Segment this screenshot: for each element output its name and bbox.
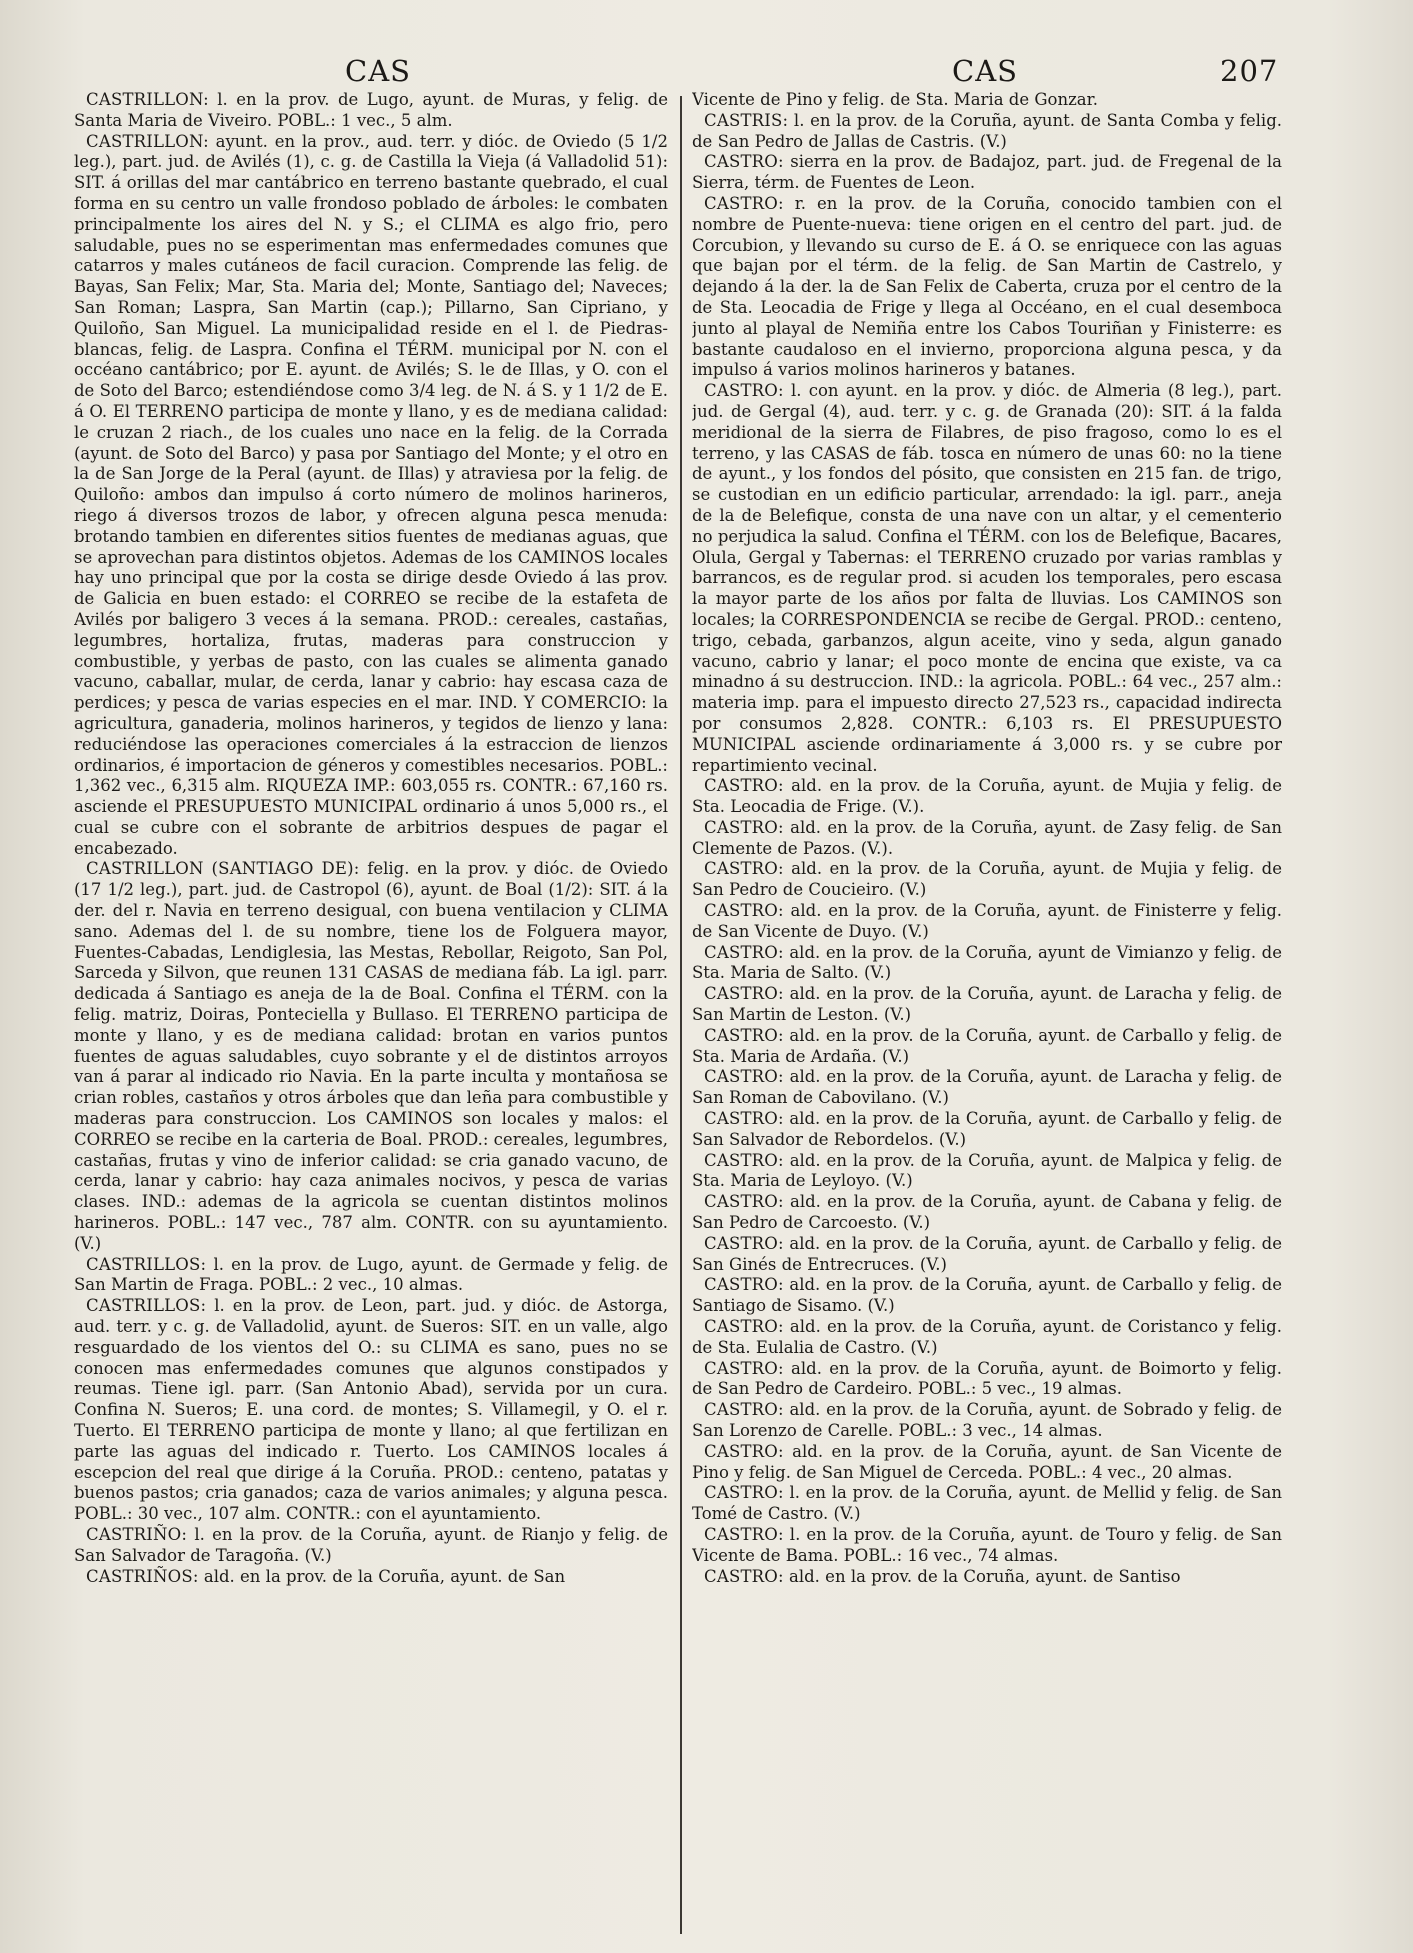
entry-text: ald. en la prov. de la Coruña, ayunt de Vimianzo y felig. de Sta. Maria de Salto. (V.) <box>692 942 1282 983</box>
dictionary-entry <box>692 1483 1282 1525</box>
entry-text: ald. en la prov. de la Coruña, ayunt. de Boimorto y felig. de San Pedro de Cardeiro. POBL.: 5 vec., 19 almas. <box>692 1358 1282 1399</box>
entry-headword: CASTRILLOS: <box>86 1254 207 1274</box>
entry-text: ald. en la prov. de la Coruña, ayunt. de Mujia y felig. de San Pedro de Coucieiro. (V.) <box>692 859 1282 900</box>
entry-text: ald. en la prov. de la Coruña, ayunt. de Santiso <box>783 1566 1181 1586</box>
entry-headword: CASTRO: <box>704 1483 784 1503</box>
entry-headword: CASTRO: <box>704 1317 784 1337</box>
entry-headword: CASTRO: <box>704 1025 784 1045</box>
entry-headword: CASTRO: <box>704 1150 784 1170</box>
entry-text: ald. en la prov. de la Coruña, ayunt. de Malpica y felig. de Sta. Maria de Leyloyo. (V.) <box>692 1150 1282 1191</box>
entry-headword: CASTRO: <box>704 817 784 837</box>
dictionary-entry <box>692 901 1282 943</box>
page-number: 207 <box>1220 54 1279 88</box>
entry-text: ald. en la prov. de la Coruña, ayunt. de Finisterre y felig. de San Vicente de Duyo. (V.) <box>692 901 1282 941</box>
dictionary-entry <box>692 1525 1282 1567</box>
dictionary-entry <box>74 1255 668 1297</box>
running-head-left: CAS <box>345 54 411 88</box>
entry-headword: CASTRO: <box>704 381 784 401</box>
entry-headword: CASTRILLON: <box>86 90 209 109</box>
dictionary-entry <box>74 90 668 132</box>
dictionary-entry <box>74 132 668 860</box>
entry-text: l. en la prov. de Lugo, ayunt. de Muras, y felig. de Santa Maria de Viveiro. POBL.: 1 vec., 5 alm. <box>74 90 668 130</box>
entry-headword: CASTRO: <box>704 193 784 213</box>
entry-text: ald. en la prov. de la Coruña, ayunt. de Laracha y felig. de San Martin de Leston. (V.) <box>692 984 1282 1025</box>
entry-text: ald. en la prov. de la Coruña, ayunt. de Carballo y felig. de Sta. Maria de Ardaña. (V.) <box>692 1025 1282 1066</box>
entry-headword: CASTRO: <box>704 1275 784 1295</box>
dictionary-entry <box>692 1026 1282 1068</box>
dictionary-entry <box>692 1151 1282 1193</box>
entry-text: ald. en la prov. de la Coruña, ayunt. de San Vicente de Pino y felig. de San Miguel de Cerceda. POBL.: 4 vec., 20 almas. <box>692 1441 1282 1482</box>
entry-text: ald. en la prov. de la Coruña, ayunt. de Mujia y felig. de Sta. Leocadia de Frige. (V.). <box>692 776 1282 817</box>
entry-headword: CASTRIÑOS: <box>86 1566 199 1586</box>
entry-headword: CASTRO: <box>704 859 784 879</box>
entry-text: ald. en la prov. de la Coruña, ayunt. de San <box>198 1566 566 1586</box>
entry-text: l. con ayunt. en la prov. y dióc. de Almeria (8 leg.), part. jud. de Gergal (4), aud. terr. y c. g. de Granada (20): SIT. á la falda meridional de la sierra de Filabres, de piso fragoso, como lo es el terreno, y las CASAS de fáb. tosca en número de unas 60: no la tiene de ayunt., y los fondos del pósito, que consisten en 215 fan. de trigo, se custodian en un edificio particular, arrendado: la igl. parr., aneja de la de Belefique, consta de una nave con un altar, y el cementerio no perjudica la salud. Confina el TÉRM. con los de Belefique, Bacares, Olula, Gergal y Tabernas: el TERRENO cruzado por varias ramblas y barrancos, es de regular prod. si acuden los temporales, pero escasa la mayor parte de los años por falta de lluvias. Los CAMINOS son locales; la CORRESPONDENCIA se recibe de Gergal. PROD.: centeno, trigo, cebada, garbanzos, algun aceite, vino y seda, algun ganado vacuno, cabrio y lanar; el poco monte de encina que existe, va ca minadno á su destruccion. IND.: la agricola. POBL.: 64 vec., 257 alm.: materia imp. para el impuesto directo 27,523 rs., capacidad indirecta por consumos 2,828. CONTR.: 6,103 rs. El PRESUPUESTO MUNICIPAL asciende ordinariamente á 3,000 rs. y se cubre por repartimiento vecinal. <box>692 381 1282 775</box>
entry-text: r. en la prov. de la Coruña, conocido tambien con el nombre de Puente-nueva: tiene origen en el centro del part. jud. de Corcubion, y llevando su curso de E. á O. se enriquece con las aguas que bajan por el térm. de la felig. de San Martin de Castrelo, y dejando á la der. la de San Felix de Caberta, cruza por el centro de la de Sta. Leocadia de Frige y llega al Occéano, en el cual desemboca junto al playal de Nemiña entre los Cabos Touriñan y Finisterre: es bastante caudaloso en el invierno, proporciona alguna pesca, y da impulso á varios molinos harineros y batanes. <box>692 193 1282 380</box>
entry-text: l. en la prov. de la Coruña, ayunt. de Touro y felig. de San Vicente de Bama. POBL.: 16 vec., 74 almas. <box>692 1524 1282 1565</box>
dictionary-entry <box>74 1296 668 1525</box>
entry-text: l. en la prov. de Lugo, ayunt. de Germade y felig. de San Martin de Fraga. POBL.: 2 vec., 10 almas. <box>74 1254 668 1295</box>
entry-text: ald. en la prov. de la Coruña, ayunt. de Carballo y felig. de San Ginés de Entrecruces. (V.) <box>692 1233 1282 1274</box>
entry-text: ald. en la prov. de la Coruña, ayunt. de Zasy felig. de San Clemente de Pazos. (V.). <box>692 817 1282 858</box>
dictionary-entry <box>692 943 1282 985</box>
entry-headword: CASTRO: <box>704 1566 784 1586</box>
entry-text: l. en la prov. de la Coruña, ayunt. de Mellid y felig. de San Tomé de Castro. (V.) <box>692 1483 1282 1524</box>
entry-headword: CASTRO: <box>704 1441 784 1461</box>
entry-headword: CASTRO: <box>704 942 784 962</box>
dictionary-entry <box>692 1109 1282 1151</box>
dictionary-entry <box>692 152 1282 194</box>
entry-text: ald. en la prov. de la Coruña, ayunt. de Carballo y felig. de San Salvador de Rebordelos. (V.) <box>692 1109 1282 1149</box>
entry-headword: CASTRO: <box>704 1067 784 1087</box>
dictionary-entry <box>692 1275 1282 1317</box>
dictionary-entry <box>692 984 1282 1026</box>
entry-headword: CASTRO: <box>704 152 784 172</box>
entry-headword: CASTRO: <box>704 1192 784 1212</box>
entry-headword: CASTRO: <box>704 1400 784 1420</box>
entry-text: ayunt. en la prov., aud. terr. y dióc. de Oviedo (5 1/2 leg.), part. jud. de Avilés (1), c. g. de Castilla la Vieja (á Valladolid 51): SIT. á orillas del mar cantábrico en terreno bastante quebrado, el cual forma en su centro un valle frondoso poblado de árboles: le combaten principalmente los aires del N. y S.; el CLIMA es algo frio, pero saludable, pues no se esperimentan mas enfermedades comunes que catarros y males cutáneos de facil curacion. Comprende las felig. de Bayas, San Felix; Mar, Sta. Maria del; Monte, Santiago del; Naveces; San Roman; Laspra, San Martin (cap.); Pillarno, San Cipriano, y Quiloño, San Miguel. La municipalidad reside en el l. de Piedras-blancas, felig. de Laspra. Confina el TÉRM. municipal por N. con el occéano cantábrico; por E. ayunt. de Avilés; S. le de Illas, y O. con el de Soto del Barco; estendiéndose como 3/4 leg. de N. á S. y 1 1/2 de E. á O. El TERRENO participa de monte y llano, y es de mediana calidad: le cruzan 2 riach., de los cuales uno nace en la felig. de la Corrada (ayunt. de Soto del Barco) y pasa por Santiago del Monte; y el otro en la de San Jorge de la Peral (ayunt. de Illas) y atraviesa por la felig. de Quiloño: ambos dan impulso á corto número de molinos harineros, riego á diversos trozos de labor, y ofrecen alguna pesca menuda: brotando tambien en diferentes sitios fuentes de medianas aguas, que se aprovechan para distintos objetos. Ademas de los CAMINOS locales hay uno principal que por la costa se dirige desde Oviedo á las prov. de Galicia en buen estado: el CORREO se recibe de la estafeta de Avilés por baligero 3 veces á la semana. PROD.: cereales, castañas, legumbres, hortaliza, frutas, maderas para construccion y combustible, y yerbas de pasto, con las cuales se alimenta ganado vacuno, caballar, mular, de cerda, lanar y cabrio: hay escasa caza de perdices; y pesca de varias especies en el mar. IND. Y COMERCIO: la agricultura, ganaderia, molinos harineros, y tegidos de lienzo y lana: reduciéndose las operaciones comerciales á la estraccion de lienzos ordinarios, é importacion de géneros y comestibles necesarios. POBL.: 1,362 vec., 6,315 alm. RIQUEZA IMP.: 603,055 rs. CONTR.: 67,160 rs. asciende el PRESUPUESTO MUNICIPAL ordinario á unos 5,000 rs., el cual se cubre con el sobrante de arbitrios despues de pagar el encabezado. <box>74 131 668 858</box>
dictionary-entry <box>692 1192 1282 1234</box>
entry-text: ald. en la prov. de la Coruña, ayunt. de Carballo y felig. de Santiago de Sisamo. (V.) <box>692 1275 1282 1316</box>
entry-headword: CASTRO: <box>704 1109 784 1129</box>
entry-headword: CASTRO: <box>704 1524 784 1544</box>
entry-text: l. en la prov. de la Coruña, ayunt. de Rianjo y felig. de San Salvador de Taragoña. (V.) <box>74 1524 668 1565</box>
column-divider <box>680 96 682 1934</box>
left-column <box>74 90 668 1940</box>
dictionary-entry <box>692 90 1282 111</box>
running-head-center: CAS <box>952 54 1018 88</box>
entry-text: ald. en la prov. de la Coruña, ayunt. de Coristanco y felig. de Sta. Eulalia de Castro. (V.) <box>692 1317 1282 1357</box>
entry-headword: CASTRO: <box>704 901 784 921</box>
entry-headword: CASTRIS: <box>704 110 789 130</box>
entry-headword: CASTRILLON (SANTIAGO DE): <box>86 859 360 879</box>
dictionary-entry <box>692 1400 1282 1442</box>
dictionary-entry <box>692 776 1282 818</box>
entry-text: sierra en la prov. de Badajoz, part. jud. de Fregenal de la Sierra, térm. de Fuentes de Leon. <box>692 152 1282 193</box>
dictionary-entry <box>692 111 1282 153</box>
entry-headword: CASTRO: <box>704 776 784 796</box>
entry-text: ald. en la prov. de la Coruña, ayunt. de Cabana y felig. de San Pedro de Carcoesto. (V.) <box>692 1192 1282 1233</box>
entry-text: ald. en la prov. de la Coruña, ayunt. de Sobrado y felig. de San Lorenzo de Carelle. POBL.: 3 vec., 14 almas. <box>692 1400 1282 1440</box>
dictionary-entry <box>692 1067 1282 1109</box>
entry-headword: CASTRILLON: <box>86 131 209 151</box>
dictionary-entry <box>692 381 1282 776</box>
dictionary-entry <box>692 1567 1282 1588</box>
entry-text: felig. en la prov. y dióc. de Oviedo (17 1/2 leg.), part. jud. de Castropol (6), ayunt. de Boal (1/2): SIT. á la der. del r. Navia en terreno desigual, con buena ventilacion y CLIMA sano. Ademas del l. de su nombre, tiene los de Folguera mayor, Fuentes-Cabadas, Lendiglesia, las Mestas, Rebollar, Reigoto, San Pol, Sarceda y Silvon, que reunen 131 CASAS de mediana fáb. La igl. parr. dedicada á Santiago es aneja de la de Boal. Confina el TÉRM. con la felig. matriz, Doiras, Ponteciella y Bullaso. El TERRENO participa de monte y llano, y es de mediana calidad: brotan en varios puntos fuentes de aguas saludables, cuyo sobrante y el de distintos arroyos van á parar al indicado rio Navia. En la parte inculta y montañosa se crian robles, castaños y otros árboles que dan leña para combustible y maderas para construccion. Los CAMINOS son locales y malos: el CORREO se recibe en la carteria de Boal. PROD.: cereales, legumbres, castañas, frutas y vino de inferior calidad: se cria ganado vacuno, de cerda, lanar y cabrio: hay caza animales nocivos, y pesca de varias clases. IND.: ademas de la agricola se cuentan distintos molinos harineros. POBL.: 147 vec., 787 alm. CONTR. con su ayuntamiento. (V.) <box>74 859 668 1253</box>
dictionary-entry <box>692 194 1282 381</box>
dictionary-entry <box>692 859 1282 901</box>
dictionary-entry <box>692 1317 1282 1359</box>
dictionary-entry <box>74 1567 668 1588</box>
entry-headword: CASTRIÑO: <box>86 1524 188 1544</box>
dictionary-entry <box>692 1359 1282 1401</box>
dictionary-entry <box>74 859 668 1254</box>
dictionary-entry <box>74 1525 668 1567</box>
dictionary-entry <box>692 818 1282 860</box>
entry-text: l. en la prov. de Leon, part. jud. y dióc. de Astorga, aud. terr. y c. g. de Valladolid, ayunt. de Sueros: SIT. en un valle, algo resguardado de los vientos del O.: su CLIMA es sano, pues no se conocen mas enfermedades comunes que algunos constipados y reumas. Tiene igl. parr. (San Antonio Abad), servida por un cura. Confina N. Sueros; E. una cord. de montes; S. Villamegil, y O. el r. Tuerto. El TERRENO participa de monte y llano; al que fertilizan en parte las aguas del indicado r. Tuerto. Los CAMINOS locales á escepcion del real que dirige á la Coruña. PROD.: centeno, patatas y buenos pastos; cria ganados; caza de varios animales; y alguna pesca. POBL.: 30 vec., 107 alm. CONTR.: con el ayuntamiento. <box>74 1296 668 1524</box>
entry-text: Vicente de Pino y felig. de Sta. Maria de Gonzar. <box>692 90 1098 109</box>
entry-headword: CASTRO: <box>704 984 784 1004</box>
entry-headword: CASTRO: <box>704 1233 784 1253</box>
entry-headword: CASTRILLOS: <box>86 1296 207 1316</box>
right-column <box>692 90 1282 1940</box>
dictionary-entry <box>692 1234 1282 1276</box>
entry-headword: CASTRO: <box>704 1358 784 1378</box>
entry-text: ald. en la prov. de la Coruña, ayunt. de Laracha y felig. de San Roman de Cabovilano. (V.) <box>692 1067 1282 1108</box>
dictionary-entry <box>692 1442 1282 1484</box>
entry-text: l. en la prov. de la Coruña, ayunt. de Santa Comba y felig. de San Pedro de Jallas de Castris. (V.) <box>692 110 1282 151</box>
